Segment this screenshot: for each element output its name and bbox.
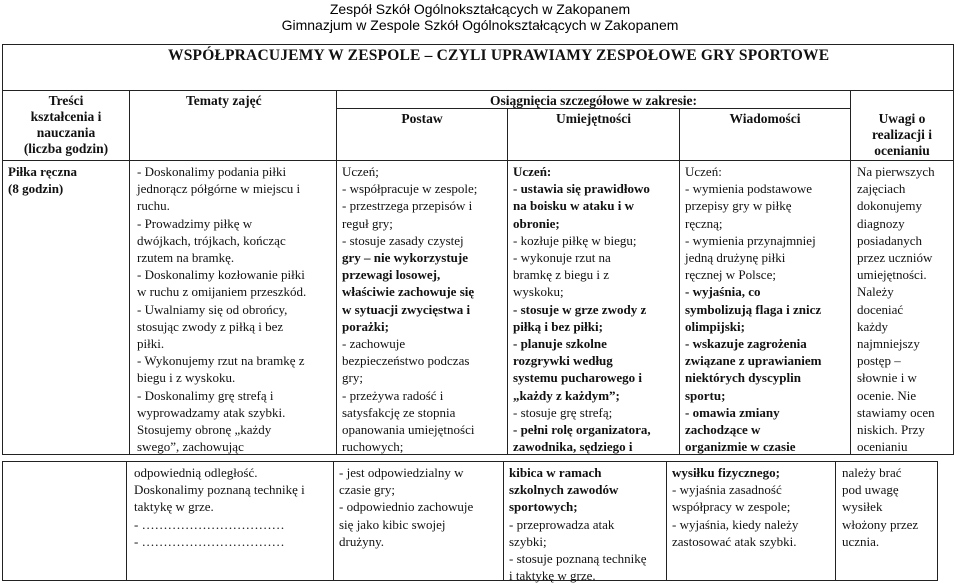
cell2-postaw: - jest odpowiedzialny w czasie gry; - odpowiednio zachowuje się jako kibic swojej drużyny.	[339, 465, 474, 549]
header-osiagniecia: Osiągnięcia szczegółowe w zakresie:	[489, 93, 698, 108]
table-border-top	[2, 44, 954, 45]
school-name: Zespół Szkół Ogólnokształcących w Zakopanem	[329, 1, 631, 17]
header-uwagi: Uwagi o realizacji i ocenianiu	[871, 111, 933, 158]
school-subtitle: Gimnazjum w Zespole Szkół Ogólnokształcących w Zakopanem	[281, 17, 679, 33]
cell-uwagi: Na pierwszych zajęciach dokonujemy diagnozy posiadanych przez uczniów umiejętności. Należy doceniać każdy najmniejszy postęp – słownie i w ocenie. Nie stawiamy ocen niskich. Przy ocenianiu	[857, 164, 935, 455]
cell2-umiejetnosci: kibica w ramach szkolnych zawodów sportowych; - przeprowadza atak szybki; - stosuje poznaną technikę i taktykę w grze.	[509, 465, 647, 584]
header-umiejetnosci: Umiejętności	[556, 111, 631, 126]
table2-border-top	[2, 461, 938, 462]
cell-umiejetnosci: Uczeń: - ustawia się prawidłowo na boisku w ataku i w obronie; - kozłuje piłkę w biegu; - wykonuje rzut na bramkę z biegu i z wyskoku; - stosuje w grze zwody z piłką i bez piłki; - planuje szkolne rozgrywki według systemu pucharowego i „każdy z każdym”; - stosuje grę strefą; - pełni rolę organizatora, zawodnika, sędziego i	[513, 164, 651, 455]
table-border-right	[953, 44, 954, 455]
document-title: WSPÓŁPRACUJEMY W ZESPOLE – CZYLI UPRAWIAMY ZESPOŁOWE GRY SPORTOWE	[168, 47, 830, 64]
cell2-uwagi: należy brać pod uwagę wysiłek włożony przez ucznia.	[842, 465, 919, 549]
cell-postaw: Uczeń; - współpracuje w zespole; - przestrzega przepisów i reguł gry; - stosuje zasady czystej gry – nie wykorzystuje przewagi losowej, właściwie zachowuje się w sytuacji zwycięstwa i porażki; - zachowuje bezpieczeństwo podczas gry; - przeżywa radość i satysfakcję ze stopnia opanowania umiejętności ruchowych;	[342, 164, 478, 455]
table2-border-bottom	[2, 580, 938, 581]
title-row-border	[2, 90, 954, 91]
cell-tematy: - Doskonalimy podania piłki jednorącz półgórne w miejscu i ruchu. - Prowadzimy piłkę w dwójkach, trójkach, kończąc rzutem na bramkę. - Doskonalimy kozłowanie piłki w ruchu z omijaniem przeszkód. - Uwalniamy się od obrońcy, stosując zwody z piłką i bez piłki. - Wykonujemy rzut na bramkę z biegu i z wyskoku. - Doskonalimy grę strefą i wyprowadzamy atak szybki. Stosujemy obronę „każdy swego”, zachowując	[137, 164, 307, 455]
header-wiadomosci: Wiadomości	[729, 111, 801, 126]
header-tematy: Tematy zajęć	[186, 93, 262, 108]
header-row-border	[2, 160, 954, 161]
table2-border-left	[2, 461, 3, 581]
cell2-wiadomosci: wysiłku fizycznego; - wyjaśnia zasadność współpracy w zespole; - wyjaśnia, kiedy należy zastosować atak szybki.	[672, 465, 799, 549]
cell-wiadomosci: Uczeń: - wymienia podstawowe przepisy gry w piłkę ręczną; - wymienia przynajmniej jedną drużynę piłki ręcznej w Polsce; - wyjaśnia, co symbolizują flaga i znicz olimpijski; - wskazuje zagrożenia związane z uprawianiem niektórych dyscyplin sportu; - omawia zmiany zachodzące w organizmie w czasie	[685, 164, 822, 455]
header-postaw: Postaw	[401, 111, 443, 126]
header-tresci: Treści kształcenia i nauczania (liczba godzin)	[23, 93, 109, 156]
table2-border-right	[937, 461, 938, 581]
cell-tresci: Piłka ręczna (8 godzin)	[8, 164, 77, 197]
cell2-tematy: odpowiednią odległość. Doskonalimy poznaną technikę i taktykę w grze. - …………………………… - ……………………………	[134, 465, 305, 549]
